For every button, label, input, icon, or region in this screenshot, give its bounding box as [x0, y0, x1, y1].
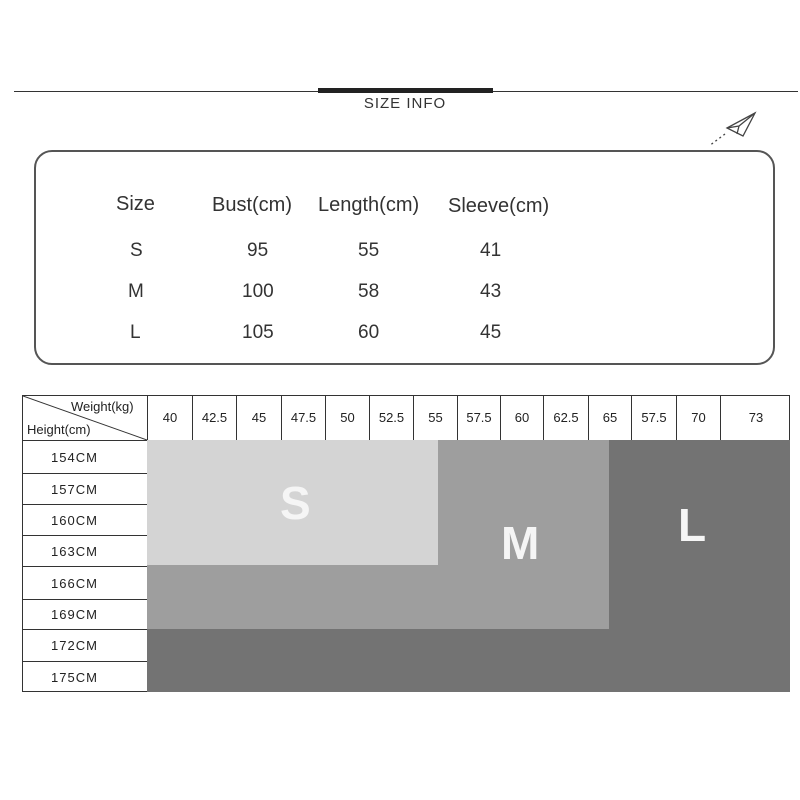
size-m-zone-label: M: [501, 517, 540, 569]
height-row-label: 166CM: [23, 566, 147, 599]
weight-header-cell: 60: [500, 396, 543, 440]
section-title: SIZE INFO: [363, 95, 447, 112]
size-s-zone-label: S: [280, 477, 311, 529]
height-axis-label: Height(cm): [27, 422, 91, 437]
size-info-card: [34, 150, 775, 365]
weight-header-cell: 50: [325, 396, 369, 440]
col-header-length: Length(cm): [318, 194, 420, 216]
weight-header-cell: 47.5: [281, 396, 325, 440]
height-row-label: 157CM: [23, 473, 147, 504]
size-m-bust: 100: [242, 281, 274, 302]
header-rule-accent: [318, 88, 493, 93]
size-m-label: M: [128, 281, 144, 302]
size-l-length: 60: [358, 322, 380, 343]
height-row-label: 169CM: [23, 599, 147, 629]
weight-header-cell: 57.5: [457, 396, 500, 440]
size-m-length: 58: [358, 281, 380, 302]
paper-plane-icon: [703, 110, 759, 150]
weight-header-cell: 40: [147, 396, 192, 440]
height-row-label: 163CM: [23, 535, 147, 566]
height-row-label: 160CM: [23, 504, 147, 535]
weight-header-cell: 52.5: [369, 396, 413, 440]
height-row-label: 172CM: [23, 629, 147, 661]
size-l-zone-label: L: [678, 499, 707, 551]
size-l-bust: 105: [242, 322, 274, 343]
weight-header-cell: 65: [588, 396, 631, 440]
size-l-sleeve: 45: [480, 322, 502, 343]
chart-corner-header: [23, 396, 147, 440]
height-row-label: 175CM: [23, 661, 147, 692]
col-header-sleeve: Sleeve(cm): [448, 195, 550, 217]
col-header-bust: Bust(cm): [212, 194, 292, 216]
weight-header-cell: 70: [676, 396, 720, 440]
weight-header-cell: 42.5: [192, 396, 236, 440]
size-s-bust: 95: [247, 240, 269, 261]
size-s-label: S: [130, 240, 143, 261]
size-chart: [22, 395, 790, 692]
size-s-sleeve: 41: [480, 240, 502, 261]
weight-header-cell: 73: [720, 396, 791, 440]
size-m-sleeve: 43: [480, 281, 502, 302]
weight-header-cell: 62.5: [543, 396, 588, 440]
height-row-label: 154CM: [23, 440, 147, 473]
col-header-size: Size: [116, 193, 155, 215]
weight-header-cell: 45: [236, 396, 281, 440]
size-s-length: 55: [358, 240, 380, 261]
weight-header-cell: 55: [413, 396, 457, 440]
size-l-label: L: [130, 322, 141, 343]
weight-axis-label: Weight(kg): [71, 399, 134, 414]
weight-header-cell: 57.5: [631, 396, 676, 440]
